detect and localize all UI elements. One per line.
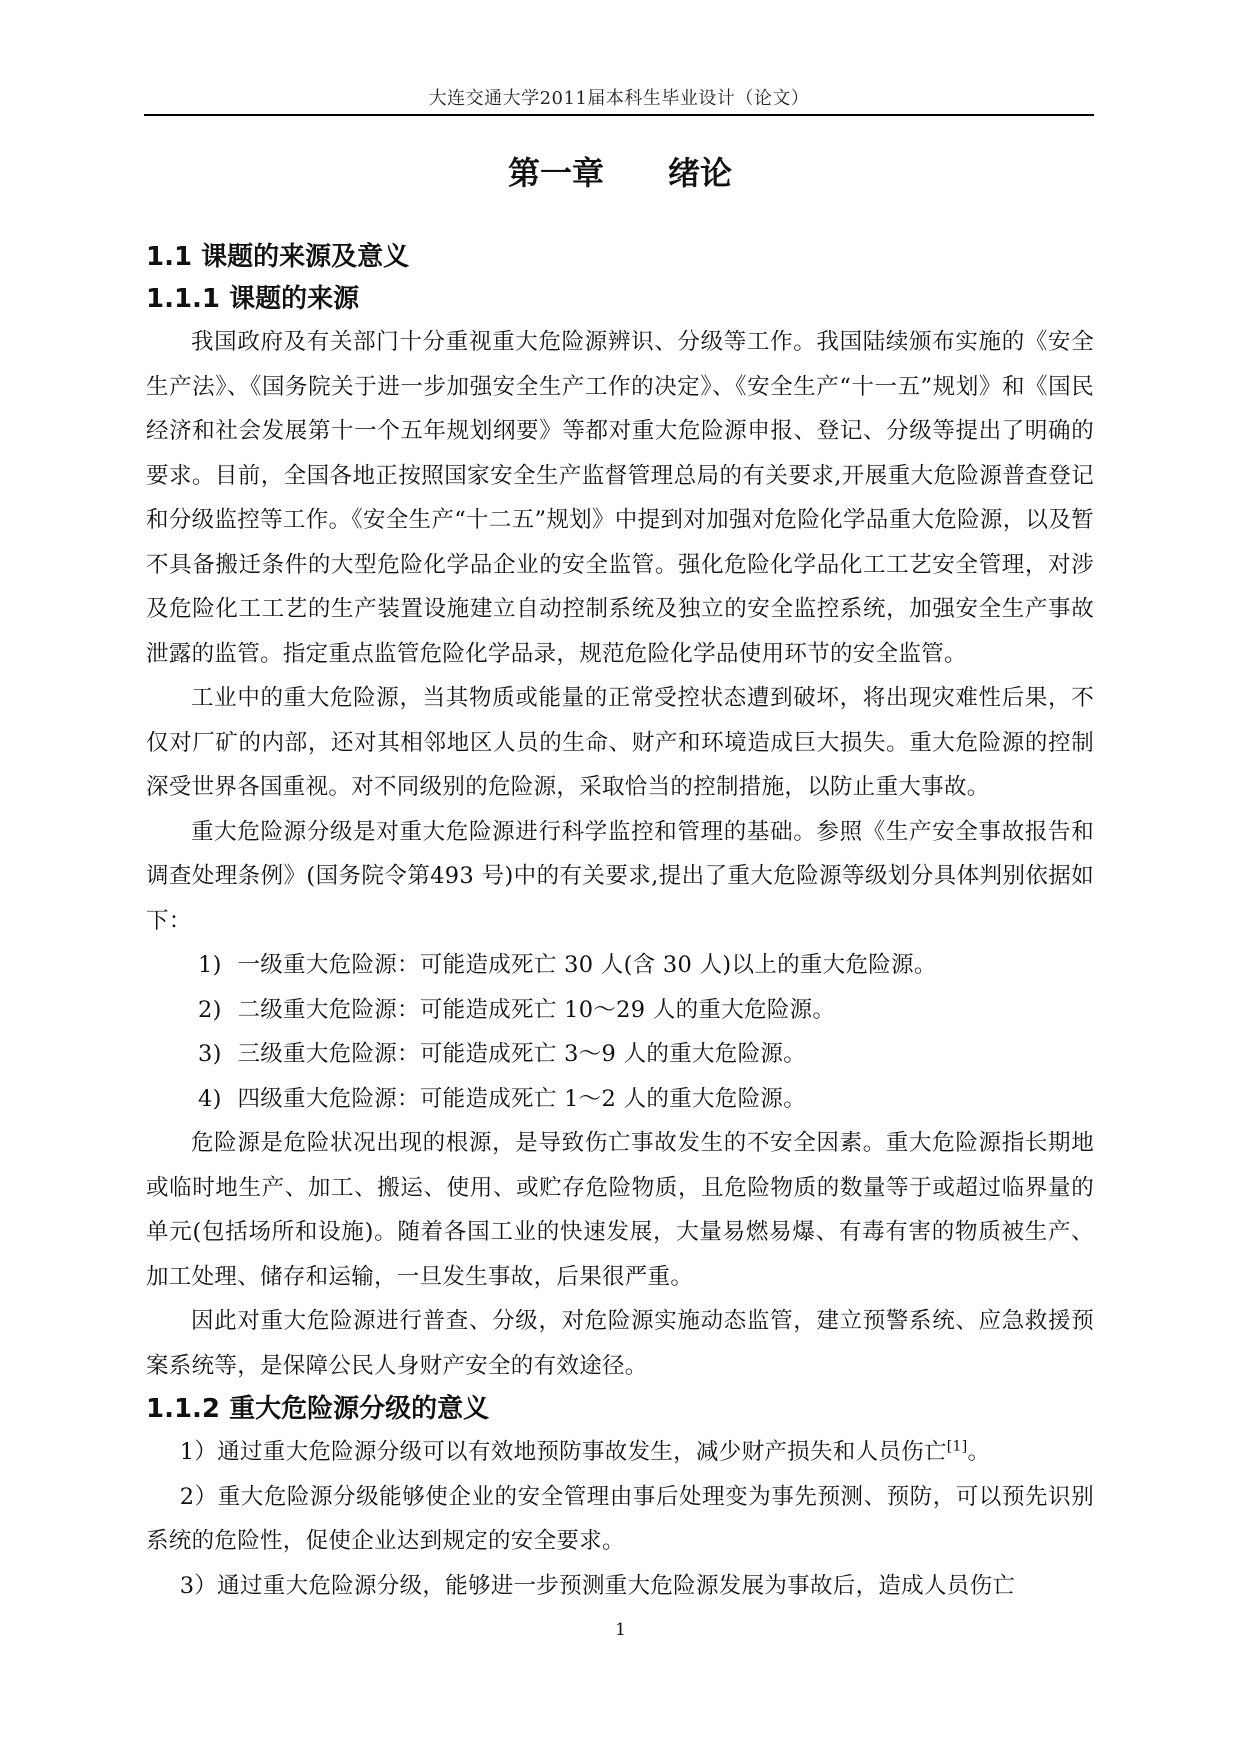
list-text: 一级重大危险源：可能造成死亡 30 人(含 30 人)以上的重大危险源。 bbox=[237, 952, 937, 978]
list-number: 3) bbox=[198, 1041, 222, 1067]
list-text: 四级重大危险源：可能造成死亡 1～2 人的重大危险源。 bbox=[237, 1085, 806, 1112]
citation-ref[interactable]: [1] bbox=[946, 1438, 968, 1455]
list-item bbox=[146, 1032, 1094, 1077]
page-number: 1 bbox=[615, 1620, 626, 1640]
page-body bbox=[146, 140, 1094, 1608]
list-item bbox=[146, 988, 1094, 1033]
point-end: 。 bbox=[967, 1439, 991, 1465]
paragraph: 因此对重大危险源进行普查、分级，对危险源实施动态监管，建立预警系统、应急救援预案系统等，是保障公民人身财产安全的有效途径。 bbox=[146, 1308, 1094, 1379]
significance-point-2: 2）重大危险源分级能够使企业的安全管理由事后处理变为事先预测、预防，可以预先识别系统的危险性，促使企业达到规定的安全要求。 bbox=[146, 1483, 1094, 1554]
list-item bbox=[146, 943, 1094, 988]
list-number: 4) bbox=[198, 1085, 222, 1112]
running-header: 大连交通大学2011届本科生毕业设计（论文） bbox=[428, 88, 810, 109]
list-number: 1) bbox=[198, 952, 222, 978]
point-text: 1）通过重大危险源分级可以有效地预防事故发生，减少财产损失和人员伤亡 bbox=[179, 1439, 947, 1465]
significance-point-3: 3）通过重大危险源分级，能够进一步预测重大危险源发展为事故后，造成人员伤亡 bbox=[179, 1572, 1016, 1599]
paragraph: 危险源是危险状况出现的根源，是导致伤亡事故发生的不安全因素。重大危险源指长期地或临时地生产、加工、搬运、使用、或贮存危险物质，且危险物质的数量等于或超过临界量的单元(包括场所和设施)。随着各国工业的快速发展，大量易燃易爆、有毒有害的物质被生产、加工处理、储存和运输，一旦发生事故，后果很严重。 bbox=[146, 1130, 1094, 1290]
section-heading-1-1-2: 1.1.2 重大危险源分级的意义 bbox=[146, 1394, 490, 1424]
significance-point-1 bbox=[146, 1430, 1094, 1475]
paragraph: 我国政府及有关部门十分重视重大危险源辨识、分级等工作。我国陆续颁布实施的《安全生产法》、《国务院关于进一步加强安全生产工作的决定》、《安全生产“十一五”规划》和《国民经济和社会发展第十一个五年规划纲要》等都对重大危险源申报、登记、分级等提出了明确的要求。目前，全国各地正按照国家安全生产监督管理总局的有关要求,开展重大危险源普查登记和分级监控等工作。《安全生产“十二五”规划》中提到对加强对危险化学品重大危险源，以及暂不具备搬迁条件的大型危险化学品企业的安全监管。强化危险化学品化工工艺安全管理，对涉及危险化工工艺的生产装置设施建立自动控制系统及独立的安全监控系统，加强安全生产事故泄露的监管。指定重点监管危险化学品录，规范危险化学品使用环节的安全监管。 bbox=[146, 329, 1094, 667]
section-heading-1-1-1: 1.1.1 课题的来源 bbox=[146, 284, 360, 314]
list-item bbox=[146, 1077, 1094, 1122]
section-heading-1-1: 1.1 课题的来源及意义 bbox=[146, 242, 410, 272]
list-text: 二级重大危险源：可能造成死亡 10～29 人的重大危险源。 bbox=[237, 996, 836, 1023]
list-text: 三级重大危险源：可能造成死亡 3～9 人的重大危险源。 bbox=[237, 1041, 806, 1067]
chapter-title: 第一章 绪论 bbox=[507, 154, 732, 192]
list-number: 2) bbox=[198, 996, 222, 1023]
header-rule bbox=[144, 114, 1094, 116]
paragraph: 重大危险源分级是对重大危险源进行科学监控和管理的基础。参照《生产安全事故报告和调查处理条例》(国务院令第493 号)中的有关要求,提出了重大危险源等级划分具体判别依据如下： bbox=[146, 818, 1094, 934]
paragraph: 工业中的重大危险源，当其物质或能量的正常受控状态遭到破坏，将出现灾难性后果，不仅对厂矿的内部，还对其相邻地区人员的生命、财产和环境造成巨大损失。重大危险源的控制深受世界各国重视。对不同级别的危险源，采取恰当的控制措施，以防止重大事故。 bbox=[146, 685, 1094, 800]
